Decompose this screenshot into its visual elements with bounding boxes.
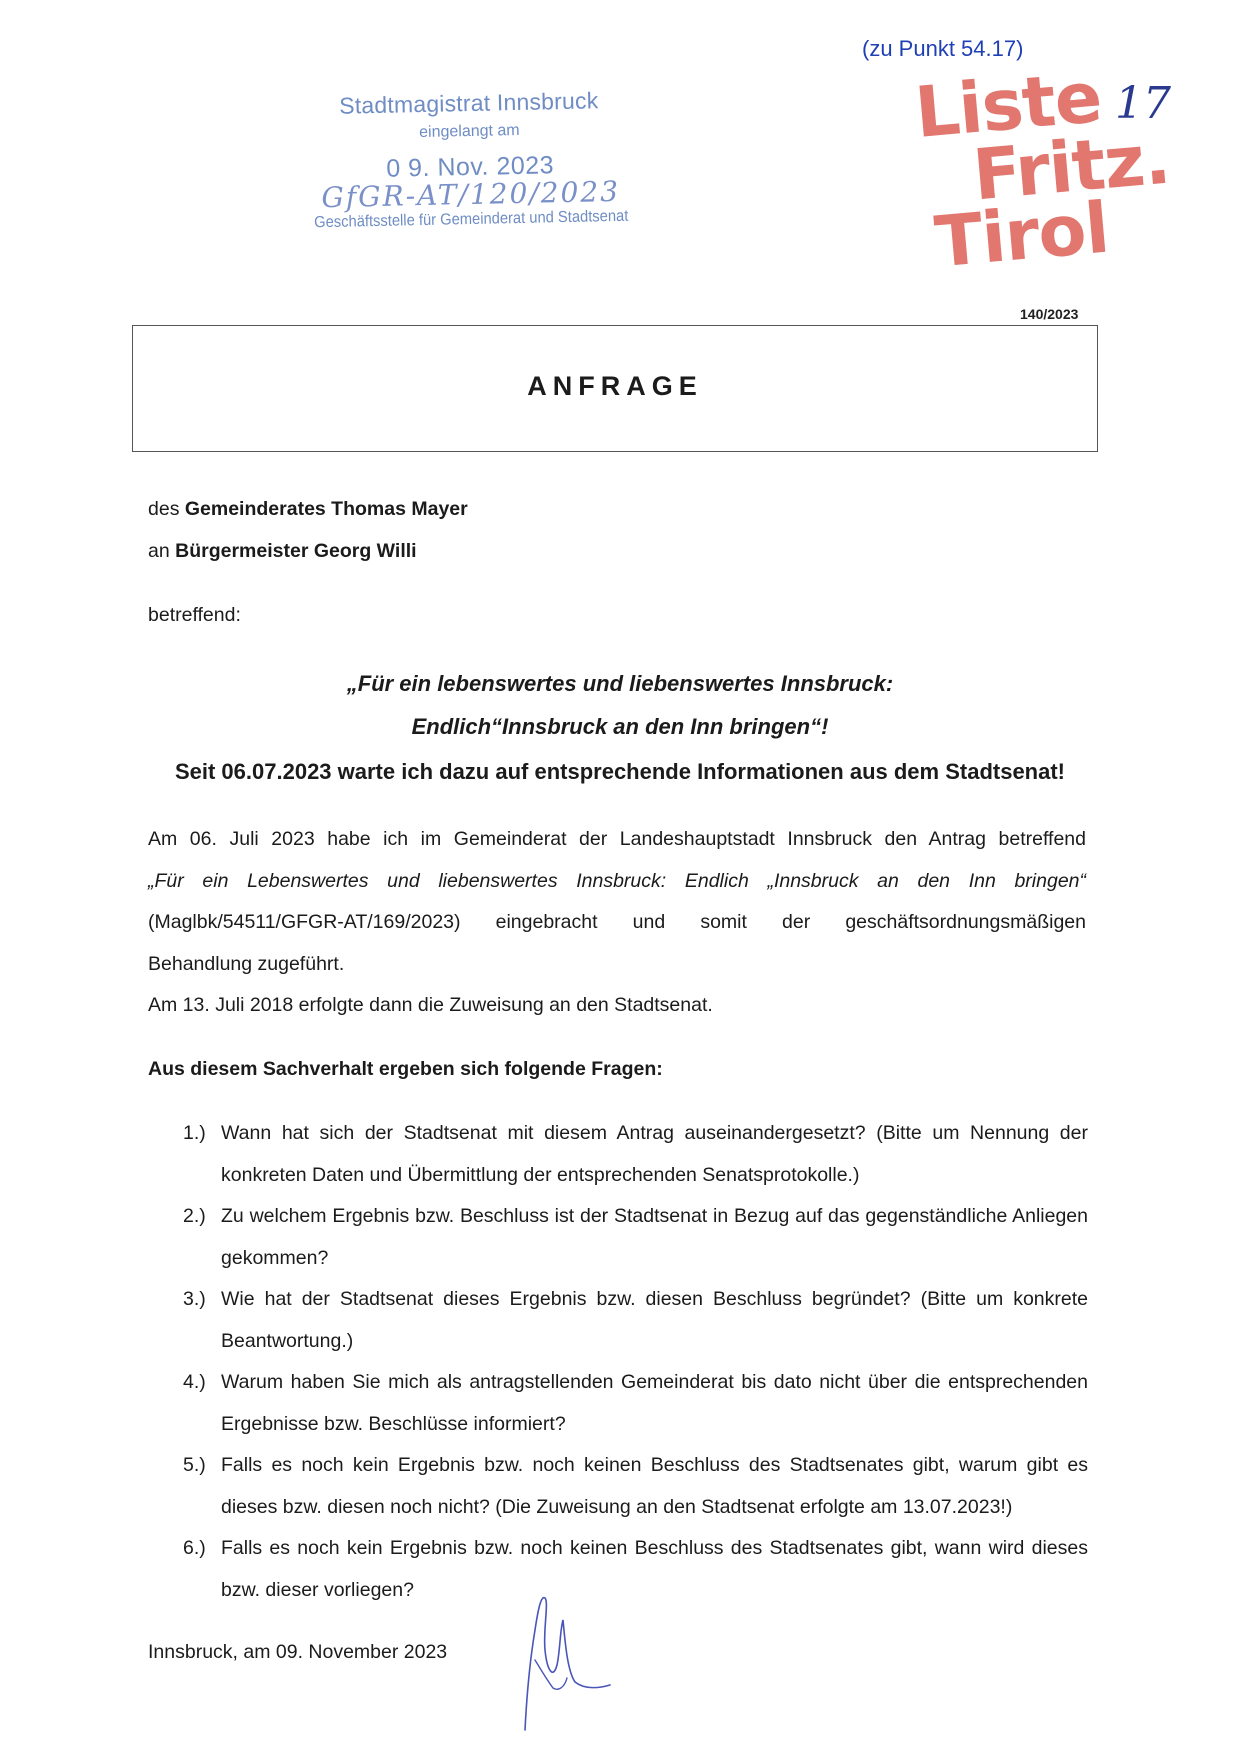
- paragraph-line: (Maglbk/54511/GFGR-AT/169/2023) eingebracht und somit der geschäftsordnungsmäßigen: [148, 911, 1086, 933]
- recipient-line: [148, 540, 417, 563]
- question-item: [183, 1113, 1088, 1196]
- question-item: [183, 1445, 1088, 1528]
- agenda-reference-note: (zu Punkt 54.17): [862, 36, 1024, 61]
- paragraph-line: Behandlung zugeführt.: [148, 952, 345, 975]
- question-text: Zu welchem Ergebnis bzw. Beschluss ist der Stadtsenat in Bezug auf das gegenständliche Anliegen gekommen?: [221, 1205, 1088, 1269]
- recipient-name: Bürgermeister Georg Willi: [175, 540, 417, 562]
- question-item: [183, 1279, 1088, 1362]
- question-number: 3.): [183, 1288, 206, 1310]
- assignment-paragraph: Am 13. Juli 2018 erfolgte dann die Zuweisung an den Stadtsenat.: [148, 994, 713, 1016]
- question-text: Falls es noch kein Ergebnis bzw. noch keinen Beschluss des Stadtsenates gibt, wann wird dieses bzw. dieser vorliegen?: [221, 1537, 1088, 1601]
- stamp-office: Stadtmagistrat Innsbruck: [338, 87, 599, 119]
- document-number: 140/2023: [1020, 306, 1079, 322]
- logo-word-fritz: Fritz.: [969, 117, 1173, 217]
- question-text: Wie hat der Stadtsenat dieses Ergebnis bzw. diesen Beschluss begründet? (Bitte um konkrete Beantwortung.): [221, 1288, 1088, 1352]
- handwritten-number: 17: [1115, 78, 1171, 129]
- logo-word-tirol: Tirol: [931, 186, 1112, 284]
- sender-prefix: des: [148, 498, 185, 520]
- stamp-file-number: GfGR-AT/120/2023: [321, 174, 621, 215]
- sender-name: Gemeinderates Thomas Mayer: [184, 498, 468, 520]
- stamp-date: 0 9. Nov. 2023: [385, 151, 555, 183]
- concerning-label: betreffend:: [148, 604, 241, 626]
- stamp-received-label: eingelangt am: [418, 121, 520, 142]
- subject-line-2: Endlich“Innsbruck an den Inn bringen“!: [411, 714, 829, 739]
- question-number: 4.): [183, 1371, 206, 1393]
- paragraph-line: Am 06. Juli 2023 habe ich im Gemeinderat der Landeshauptstadt Innsbruck den Antrag betreffend: [148, 828, 1086, 850]
- recipient-prefix: an: [148, 540, 176, 562]
- subject-line-1: „Für ein lebenswertes und liebenswertes Innsbruck:: [346, 671, 894, 696]
- question-item: [183, 1362, 1088, 1445]
- question-number: 6.): [183, 1537, 206, 1559]
- question-text: Warum haben Sie mich als antragstellenden Gemeinderat bis dato nicht über die entsprechenden Ergebnisse bzw. Beschlüsse informiert?: [221, 1371, 1088, 1435]
- questions-heading: Aus diesem Sachverhalt ergeben sich folgende Fragen:: [148, 1058, 663, 1080]
- title-box: [132, 325, 1098, 452]
- handwritten-signature: [505, 1590, 615, 1740]
- paragraph-line: „Für ein Lebenswertes und liebenswertes Innsbruck: Endlich „Innsbruck an den Inn bringen“: [148, 869, 1086, 892]
- stamp-department: Geschäftsstelle für Gemeinderat und Stadtsenat: [314, 207, 629, 232]
- question-number: 5.): [183, 1454, 206, 1476]
- questions-list: [183, 1113, 1088, 1611]
- party-logo: [905, 56, 1175, 300]
- question-number: 2.): [183, 1205, 206, 1227]
- question-text: Falls es noch kein Ergebnis bzw. noch keinen Beschluss des Stadtsenates gibt, warum gibt es dieses bzw. diesen noch nicht? (Die Zuweisung an den Stadtsenat erfolgte am 13.07.2023!): [221, 1454, 1088, 1518]
- subject-line-3: Seit 06.07.2023 warte ich dazu auf entsprechende Informationen aus dem Stadtsenat!: [174, 759, 1066, 784]
- question-number: 1.): [183, 1122, 206, 1144]
- document-title: ANFRAGE: [527, 371, 703, 401]
- question-item: [183, 1528, 1088, 1611]
- question-text: Wann hat sich der Stadtsenat mit diesem Antrag auseinandergesetzt? (Bitte um Nennung der konkreten Daten und Übermittlung der entsprechenden Senatsprotokolle.): [221, 1122, 1088, 1186]
- logo-word-liste: Liste: [911, 56, 1105, 154]
- sender-line: [148, 498, 468, 521]
- received-stamp: [289, 86, 652, 233]
- place-and-date: Innsbruck, am 09. November 2023: [148, 1641, 448, 1663]
- question-item: [183, 1196, 1088, 1279]
- background-paragraph: [148, 819, 1086, 985]
